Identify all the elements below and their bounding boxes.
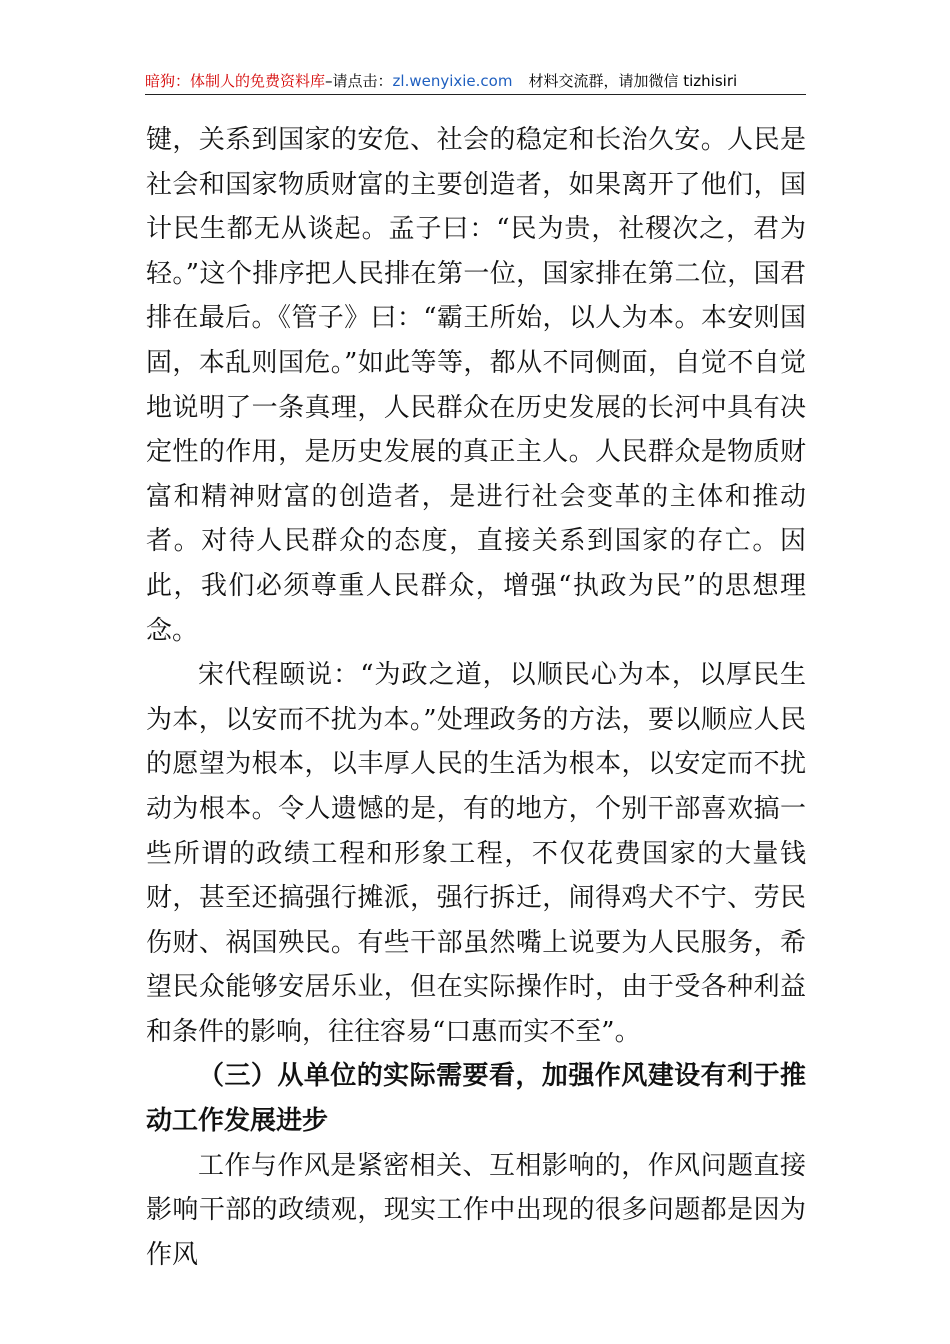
contact-text: 材料交流群，请加微信 tizhisiri bbox=[528, 72, 738, 90]
click-prompt: –请点击： bbox=[325, 72, 393, 90]
brand-text: 暗狗：体制人的免费资料库 bbox=[145, 72, 326, 90]
paragraph-work-style: 工作与作风是紧密相关、互相影响的，作风问题直接影响干部的政绩观，现实工作中出现的很多问题都是因为作风 bbox=[146, 1150, 806, 1270]
site-link[interactable]: zl.wenyixie.com bbox=[392, 72, 513, 90]
document-body bbox=[146, 118, 806, 1277]
header-divider bbox=[145, 94, 806, 95]
paragraph-cheng-yi: 宋代程颐说：“为政之道，以顺民心为本，以厚民生为本，以安而不扰为本。”处理政务的方法，要以顺应人民的愿望为根本，以丰厚人民的生活为根本，以安定而不扰动为根本。令人遗憾的是，有的地方，个别干部喜欢搞一些所谓的政绩工程和形象工程，不仅花费国家的大量钱财，甚至还搞强行摊派，强行拆迁，闹得鸡犬不宁、劳民伤财、祸国殃民。有些干部虽然嘴上说要为人民服务，希望民众能够安居乐业，但在实际操作时，由于受各种利益和条件的影响，往往容易“口惠而实不至”。 bbox=[146, 660, 806, 1047]
watermark-header bbox=[145, 70, 806, 94]
paragraph-continued: 键，关系到国家的安危、社会的稳定和长治久安。人民是社会和国家物质财富的主要创造者，如果离开了他们，国计民生都无从谈起。孟子曰：“民为贵，社稷次之，君为轻。”这个排序把人民排在第一位，国家排在第二位，国君排在最后。《管子》曰：“霸王所始，以人为本。本安则国固，本乱则国危。”如此等等，都从不同侧面，自觉不自觉地说明了一条真理，人民群众在历史发展的长河中具有决定性的作用，是历史发展的真正主人。人民群众是物质财富和精神财富的创造者，是进行社会变革的主体和推动者。对待人民群众的态度，直接关系到国家的存亡。因此，我们必须尊重人民群众，增强“执政为民”的思想理念。 bbox=[146, 125, 806, 646]
section-heading: （三）从单位的实际需要看，加强作风建设有利于推动工作发展进步 bbox=[146, 1061, 806, 1137]
